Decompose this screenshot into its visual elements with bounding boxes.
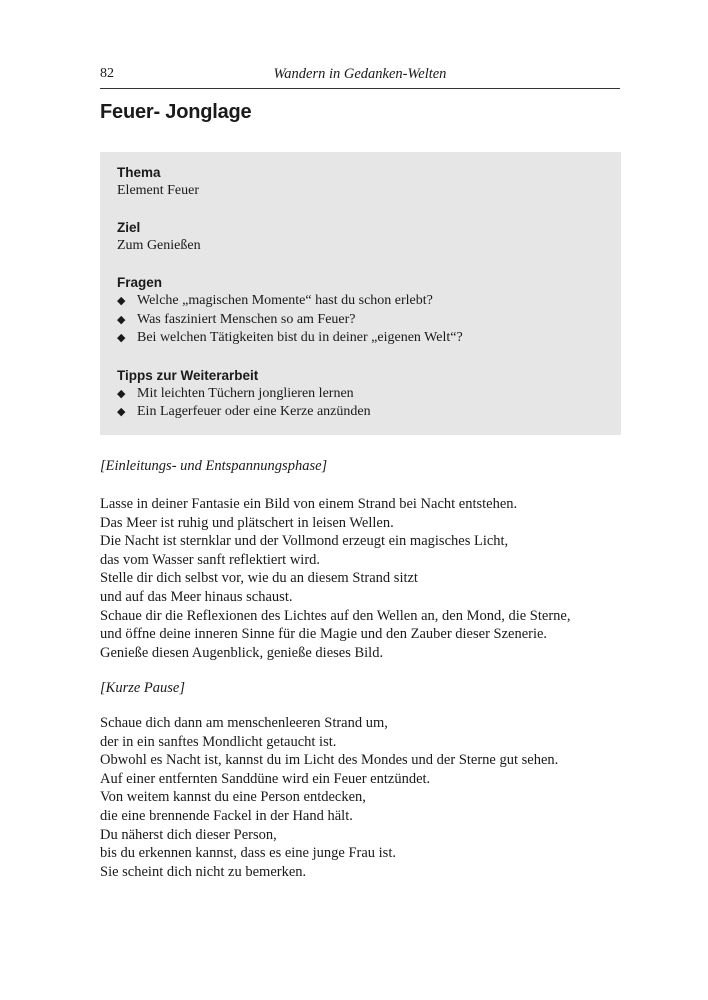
diamond-bullet-icon: ◆: [117, 295, 126, 307]
tipps-list: [117, 385, 603, 422]
text-line: Du näherst dich dieser Person,: [100, 826, 277, 843]
text-line: bis du erkennen kannst, dass es eine junge Frau ist.: [100, 845, 396, 862]
tipps-heading: Tipps zur Weiterarbeit: [117, 367, 259, 383]
list-item: ◆ Mit leichten Tüchern jonglieren lernen: [117, 385, 603, 404]
fragen-heading: Fragen: [117, 275, 163, 290]
fragen-list: [117, 292, 603, 348]
text-line: Das Meer ist ruhig und plätschert in leisen Wellen.: [100, 514, 394, 531]
text-line: Obwohl es Nacht ist, kannst du im Licht des Mondes und der Sterne gut sehen.: [100, 752, 559, 769]
list-item: ◆ Welche „magischen Momente“ hast du schon erlebt?: [117, 292, 603, 311]
text-line: Schaue dich dann am menschenleeren Strand um,: [100, 715, 388, 731]
ziel-heading: Ziel: [117, 220, 141, 235]
list-item: ◆ Ein Lagerfeuer oder eine Kerze anzünden: [117, 403, 603, 422]
text-line: Genieße diesen Augenblick, genieße dieses Bild.: [100, 644, 384, 661]
thema-text: Element Feuer: [117, 183, 200, 198]
text-line: Stelle dir dich selbst vor, wie du an diesem Strand sitzt: [100, 570, 418, 587]
page-title: Feuer- Jonglage: [100, 101, 252, 123]
text-line: Lasse in deiner Fantasie ein Bild von einem Strand bei Nacht entstehen.: [100, 496, 518, 512]
text-line: Von weitem kannst du eine Person entdecken,: [100, 789, 366, 806]
diamond-bullet-icon: ◆: [117, 313, 126, 326]
running-title: Wandern in Gedanken-Welten: [273, 66, 447, 82]
list-item: ◆ Bei welchen Tätigkeiten bist du in deiner „eigenen Welt“?: [117, 329, 603, 348]
running-header: [100, 64, 620, 89]
paragraph-2: [100, 714, 558, 881]
text-line: Schaue dir die Reflexionen des Lichtes auf den Wellen an, den Mond, die Sterne,: [100, 607, 571, 624]
info-box: [100, 152, 621, 435]
diamond-bullet-icon: ◆: [117, 387, 126, 400]
text-line: Die Nacht ist sternklar und der Vollmond erzeugt ein magisches Licht,: [100, 533, 509, 550]
paragraph-1: [100, 495, 570, 662]
stage-direction-intro: [Einleitungs- und Entspannungsphase]: [100, 458, 328, 474]
list-item: ◆ Was fasziniert Menschen so am Feuer?: [117, 311, 603, 330]
thema-heading: Thema: [117, 165, 161, 180]
text-line: die eine brennende Fackel in der Hand hält.: [100, 807, 353, 824]
stage-direction-pause: [Kurze Pause]: [100, 680, 185, 696]
text-line: Auf einer entfernten Sanddüne wird ein Feuer entzündet.: [100, 770, 431, 787]
diamond-bullet-icon: ◆: [117, 406, 126, 418]
page-number: 82: [100, 66, 114, 81]
text-line: das vom Wasser sanft reflektiert wird.: [100, 551, 321, 568]
text-line: und öffne deine inneren Sinne für die Magie und den Zauber dieser Szenerie.: [100, 626, 548, 643]
diamond-bullet-icon: ◆: [117, 332, 126, 344]
text-line: und auf das Meer hinaus schaust.: [100, 588, 293, 605]
text-line: Sie scheint dich nicht zu bemerken.: [100, 863, 307, 880]
text-line: der in ein sanftes Mondlicht getaucht ist.: [100, 733, 337, 750]
ziel-text: Zum Genießen: [117, 238, 201, 253]
